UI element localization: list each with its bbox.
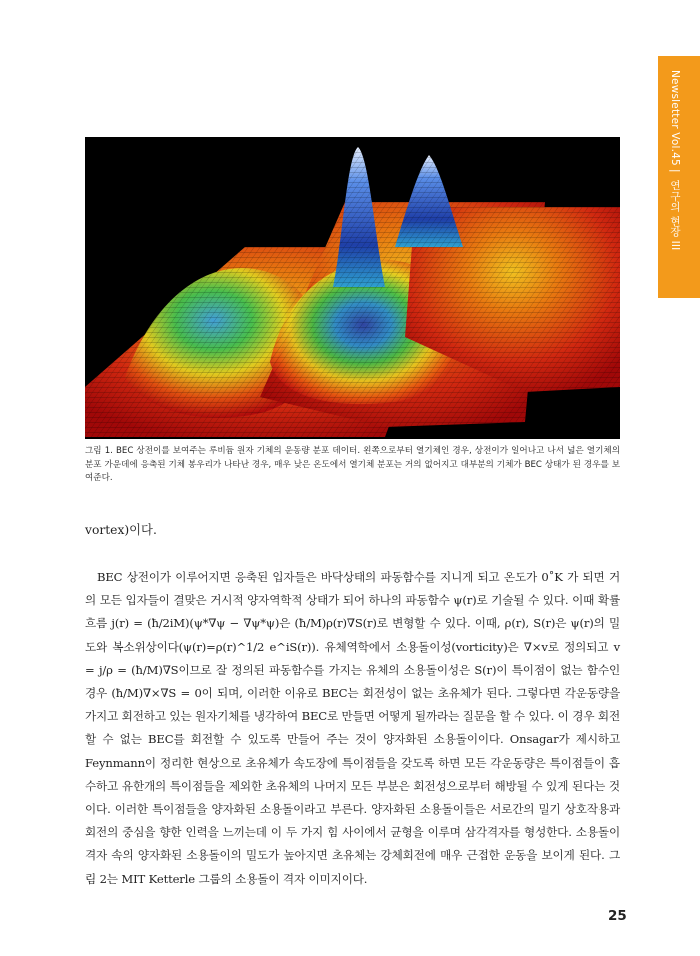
- side-tab-text: Newsletter Vol.45 | 연구의 현장 III: [669, 70, 681, 251]
- newsletter-label: Newsletter Vol.45: [669, 70, 681, 166]
- body-paragraph: BEC 상전이가 이루어지면 응축된 입자들은 바닥상태의 파동함수를 지니게 되고 온도가 0˚K 가 되면 거의 모든 입자들이 결맞은 거시적 양자역학적 상태가 되어 하나의 파동함수 ψ(r)로 기술될 수 있다. 이때 확률흐름 j(r) = (ħ/2iM)(ψ*∇ψ − ∇ψ*ψ)은 (ħ/M)ρ(r)∇S(r)로 변형할 수 있다. 이때, ρ(r), S(r)은 ψ(r)의 밀도와 복소위상이다(ψ(r)=ρ(r)^1/2 e^iS(r)). 유체역학에서 소용돌이성(vorticity)은 ∇×v로 정의되고 v = j/ρ = (ħ/M)∇S이므로 잘 정의된 파동함수를 가지는 유체의 소용돌이성은 S(r)이 특이점이 없는 함수인 경우 (ħ/M)∇×∇S = 0이 되며, 이러한 이유로 BEC는 회전성이 없는 초유체가 된다. 그렇다면 각운동량을 가지고 회전하고 있는 원자기체를 냉각하여 BEC로 만들면 어떻게 될까라는 질문을 할 수 있다. 이 경우 회전할 수 없는 BEC를 회전할 수 있도록 만들어 주는 것이 양자화된 소용돌이이다. Onsagar가 제시하고 Feynmann이 정리한 현상으로 초유체가 속도장에 특이점들을 갖도록 하면 모든 각운동량은 특이점들이 흡수하고 유한개의 특이점들을 제외한 초유체의 나머지 모든 부분은 회전성으로부터 해방될 수 있게 된다는 것이다. 이러한 특이점들을 양자화된 소용돌이라고 부른다. 양자화된 소용돌이들은 서로간의 밀기 상호작용과 회전의 중심을 향한 인력을 느끼는데 이 두 가지 힘 사이에서 균형을 이루며 삼각격자를 형성한다. 소용돌이 격자 속의 양자화된 소용돌이의 밀도가 높아지면 초유체는 강체회전에 매우 근접한 운동을 보이게 된다. 그림 2는 MIT Ketterle 그룹의 소용돌이 격자 이미지이다.: [85, 570, 621, 886]
- side-section-tab: [658, 56, 700, 298]
- section-label: 연구의 현장 III: [669, 180, 681, 251]
- page-number: 25: [608, 908, 627, 924]
- intro-fragment: vortex)이다.: [85, 523, 157, 537]
- figure-caption: 그림 1. BEC 상전이를 보여주는 루비듐 원자 기체의 운동량 분포 데이터. 왼쪽으로부터 열기체인 경우, 상전이가 일어나고 나서 넓은 열기체의 분포 가운데에 응축된 기체 봉우리가 나타난 경우, 매우 낮은 온도에서 열기체 분포는 거의 없어지고 대부분의 기체가 BEC 상태가 된 경우를 보여준다.: [85, 446, 620, 484]
- bec-momentum-distribution-plot: [85, 137, 620, 439]
- bec-figure: [85, 137, 620, 439]
- body-text: [85, 566, 620, 891]
